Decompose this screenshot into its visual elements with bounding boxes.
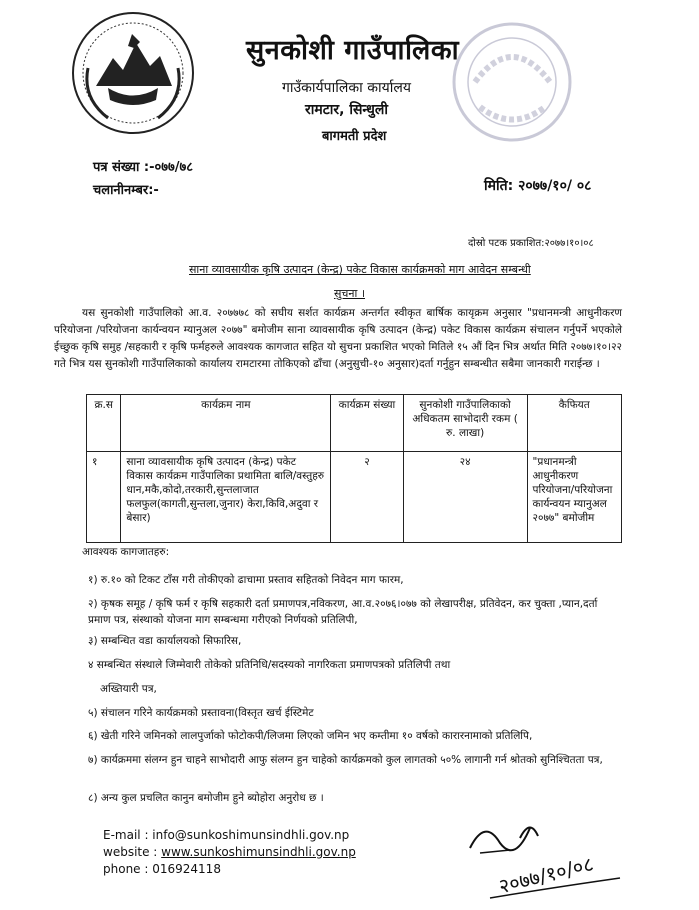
col-header-program-count: कार्यक्रम संख्या: [331, 395, 403, 452]
cell-sn: १: [87, 452, 121, 543]
col-header-sn: क्र.स: [87, 395, 121, 452]
document-item: ५) संचालन गरिने कार्यक्रमको प्रस्तावना(विस्तृत खर्च ईस्टिमेट: [88, 707, 314, 719]
document-item: ७) कार्यक्रममा संलग्न हुन चाहने साभोदारी आफु संलग्न हुन चाहेको कार्यक्रमको कुल लागतको ५०% लागानी गर्न श्रोतको सुनिश्चितता पत्र,: [88, 754, 603, 766]
province-name: बागमती प्रदेश: [322, 129, 387, 144]
table-row: [87, 452, 622, 543]
dispatch-number: चलानीनम्बर:-: [93, 183, 159, 198]
document-item: ४ सम्बन्धित संस्थाले जिम्मेवारी तोकेको प्रतिनिधि/सदस्यको नागरिकता प्रमाणपत्रको प्रतिलिपी तथा: [88, 659, 451, 671]
document-item: ८) अन्य कुल प्रचलित कानुन बमोजीम हुने ब्योहोरा अनुरोध छ ।: [88, 792, 324, 804]
handwritten-signature: [460, 808, 630, 908]
letter-date: मिति: २०७७/१०/ ०८: [484, 178, 592, 194]
office-name: गाउँकार्यपालिका कार्यालय: [282, 80, 411, 96]
notice-body: यस सुनकोशी गाउँपालिको आ.व. २०७७७८ को सघीय सर्शत कार्यक्रम अन्तर्गत स्वीकृत बार्षिक कायृक्रम अनुसार "प्रधानमन्त्री आधुनीकरण परियोजना /परियोजना कार्यन्वयन म्यानुअल २०७७" बमोजीम साना व्यावसायीक कृषि उत्पादन (केन्द्र) पकेट विकास कार्यक्रम संचालन गर्नुपर्ने भएकोले ईच्छुक कृषि समुह /सहकारी र कृषि फर्महरुले आवश्यक कागजात सहित यो सुचना प्रकाशित भएको मितिले १५ औं दिन भित्र अर्थात मिति २०७७।१०।२२ गते भित्र यस सुनकोशी गाउँपालिकाको कार्यालय रामटारमा तोकिएको ढाँचा (अनुसुची-१० अनुसार)दर्ता गर्नुहुन सम्बन्धीत सबैमा जानकारी गराईन्छ ।: [54, 307, 622, 370]
contact-email: [103, 828, 349, 842]
website-label: website :: [103, 845, 162, 859]
cell-max-amount: २४: [403, 452, 527, 543]
email-link[interactable]: info@sunkoshimunsindhli.gov.np: [152, 828, 350, 842]
table-header-row: [87, 395, 622, 452]
nepal-emblem-icon: [68, 8, 198, 138]
office-location: रामटार, सिन्धुली: [305, 102, 389, 118]
cell-program-count: २: [331, 452, 403, 543]
email-label: E-mail :: [103, 828, 153, 842]
cell-remarks: "प्रधानमन्त्री आधुनीकरण परियोजना/परियोजना कार्यन्वयन म्यानुअल २०७७" बमोजीम: [527, 452, 621, 543]
col-header-program-name: कार्यक्रम नाम: [121, 395, 331, 452]
organization-name: सुनकोशी गाउँपालिका: [246, 35, 460, 66]
republished-note: दोस्रो पटक प्रकाशित:२०७७।१०।०८: [468, 238, 594, 249]
document-item: २) कृषक समूह / कृषि फर्म र कृषि सहकारी दर्ता प्रमाणपत्र,नविकरण, आ.व.२०७६।०७७ को लेखापरीक्ष, प्रतिवेदन, कर चुक्ता ,प्यान,दर्ता प्रमाण पत्र, संस्थाको योजना माग सम्बन्धमा गरीएको निर्णयको प्रतिलिपी,: [88, 598, 598, 626]
col-header-remarks: कैफियत: [527, 395, 621, 452]
cell-program-name: साना व्यावसायीक कृषि उत्पादन (केन्द्र) पकेट विकास कार्यक्रम गाउँपालिका प्रथामिता बालि/वस्तुहरु धान,मकै,कोदो,तरकारी,सुन्तलाजात फलफुल(कागती,सुन्तला,जुनार) केरा,किवि,अदुवा र बेसार): [121, 452, 331, 543]
document-item: ३) सम्बन्धित वडा कार्यालयको सिफारिस,: [88, 635, 242, 647]
phone-label: phone :: [103, 862, 153, 876]
program-table: [86, 394, 622, 543]
col-header-max-amount: सुनकोशी गाउँपालिकाको अधिकतम साभोदारी रकम ( रु. लाखा): [403, 395, 527, 452]
document-item: १) रु.१० को टिकट टाँस गरी तोकीएको ढाचामा प्रस्ताव सहितको निवेदन माग फारम,: [88, 574, 404, 586]
contact-phone: [103, 862, 221, 876]
office-seal-stamp: [450, 12, 575, 157]
phone-number: 016924118: [152, 862, 221, 876]
document-item: ६) खेती गरिने जमिनको लालपुर्जाको फोटोकपी/लिजमा लिएको जमिन भए कम्तीमा १० वर्षको कारारनामाको प्रतिलिपि,: [88, 730, 533, 742]
notice-title: सुचना ।: [333, 287, 366, 300]
documents-title: आवश्यक कागजातहरु:: [82, 546, 170, 558]
signature-date: २०७७/१०/०८: [496, 851, 596, 899]
letter-number: पत्र संख्या :-०७७/७८: [93, 160, 194, 175]
document-item: अख्तियारी पत्र,: [100, 683, 157, 695]
notice-subject: साना व्यावसायीक कृषि उत्पादन (केन्द्र) पकेट विकास कार्यक्रमको माग आवेदन सम्बन्धी: [189, 263, 531, 276]
contact-website: [103, 845, 356, 859]
website-link[interactable]: www.sunkoshimunsindhli.gov.np: [161, 845, 356, 859]
